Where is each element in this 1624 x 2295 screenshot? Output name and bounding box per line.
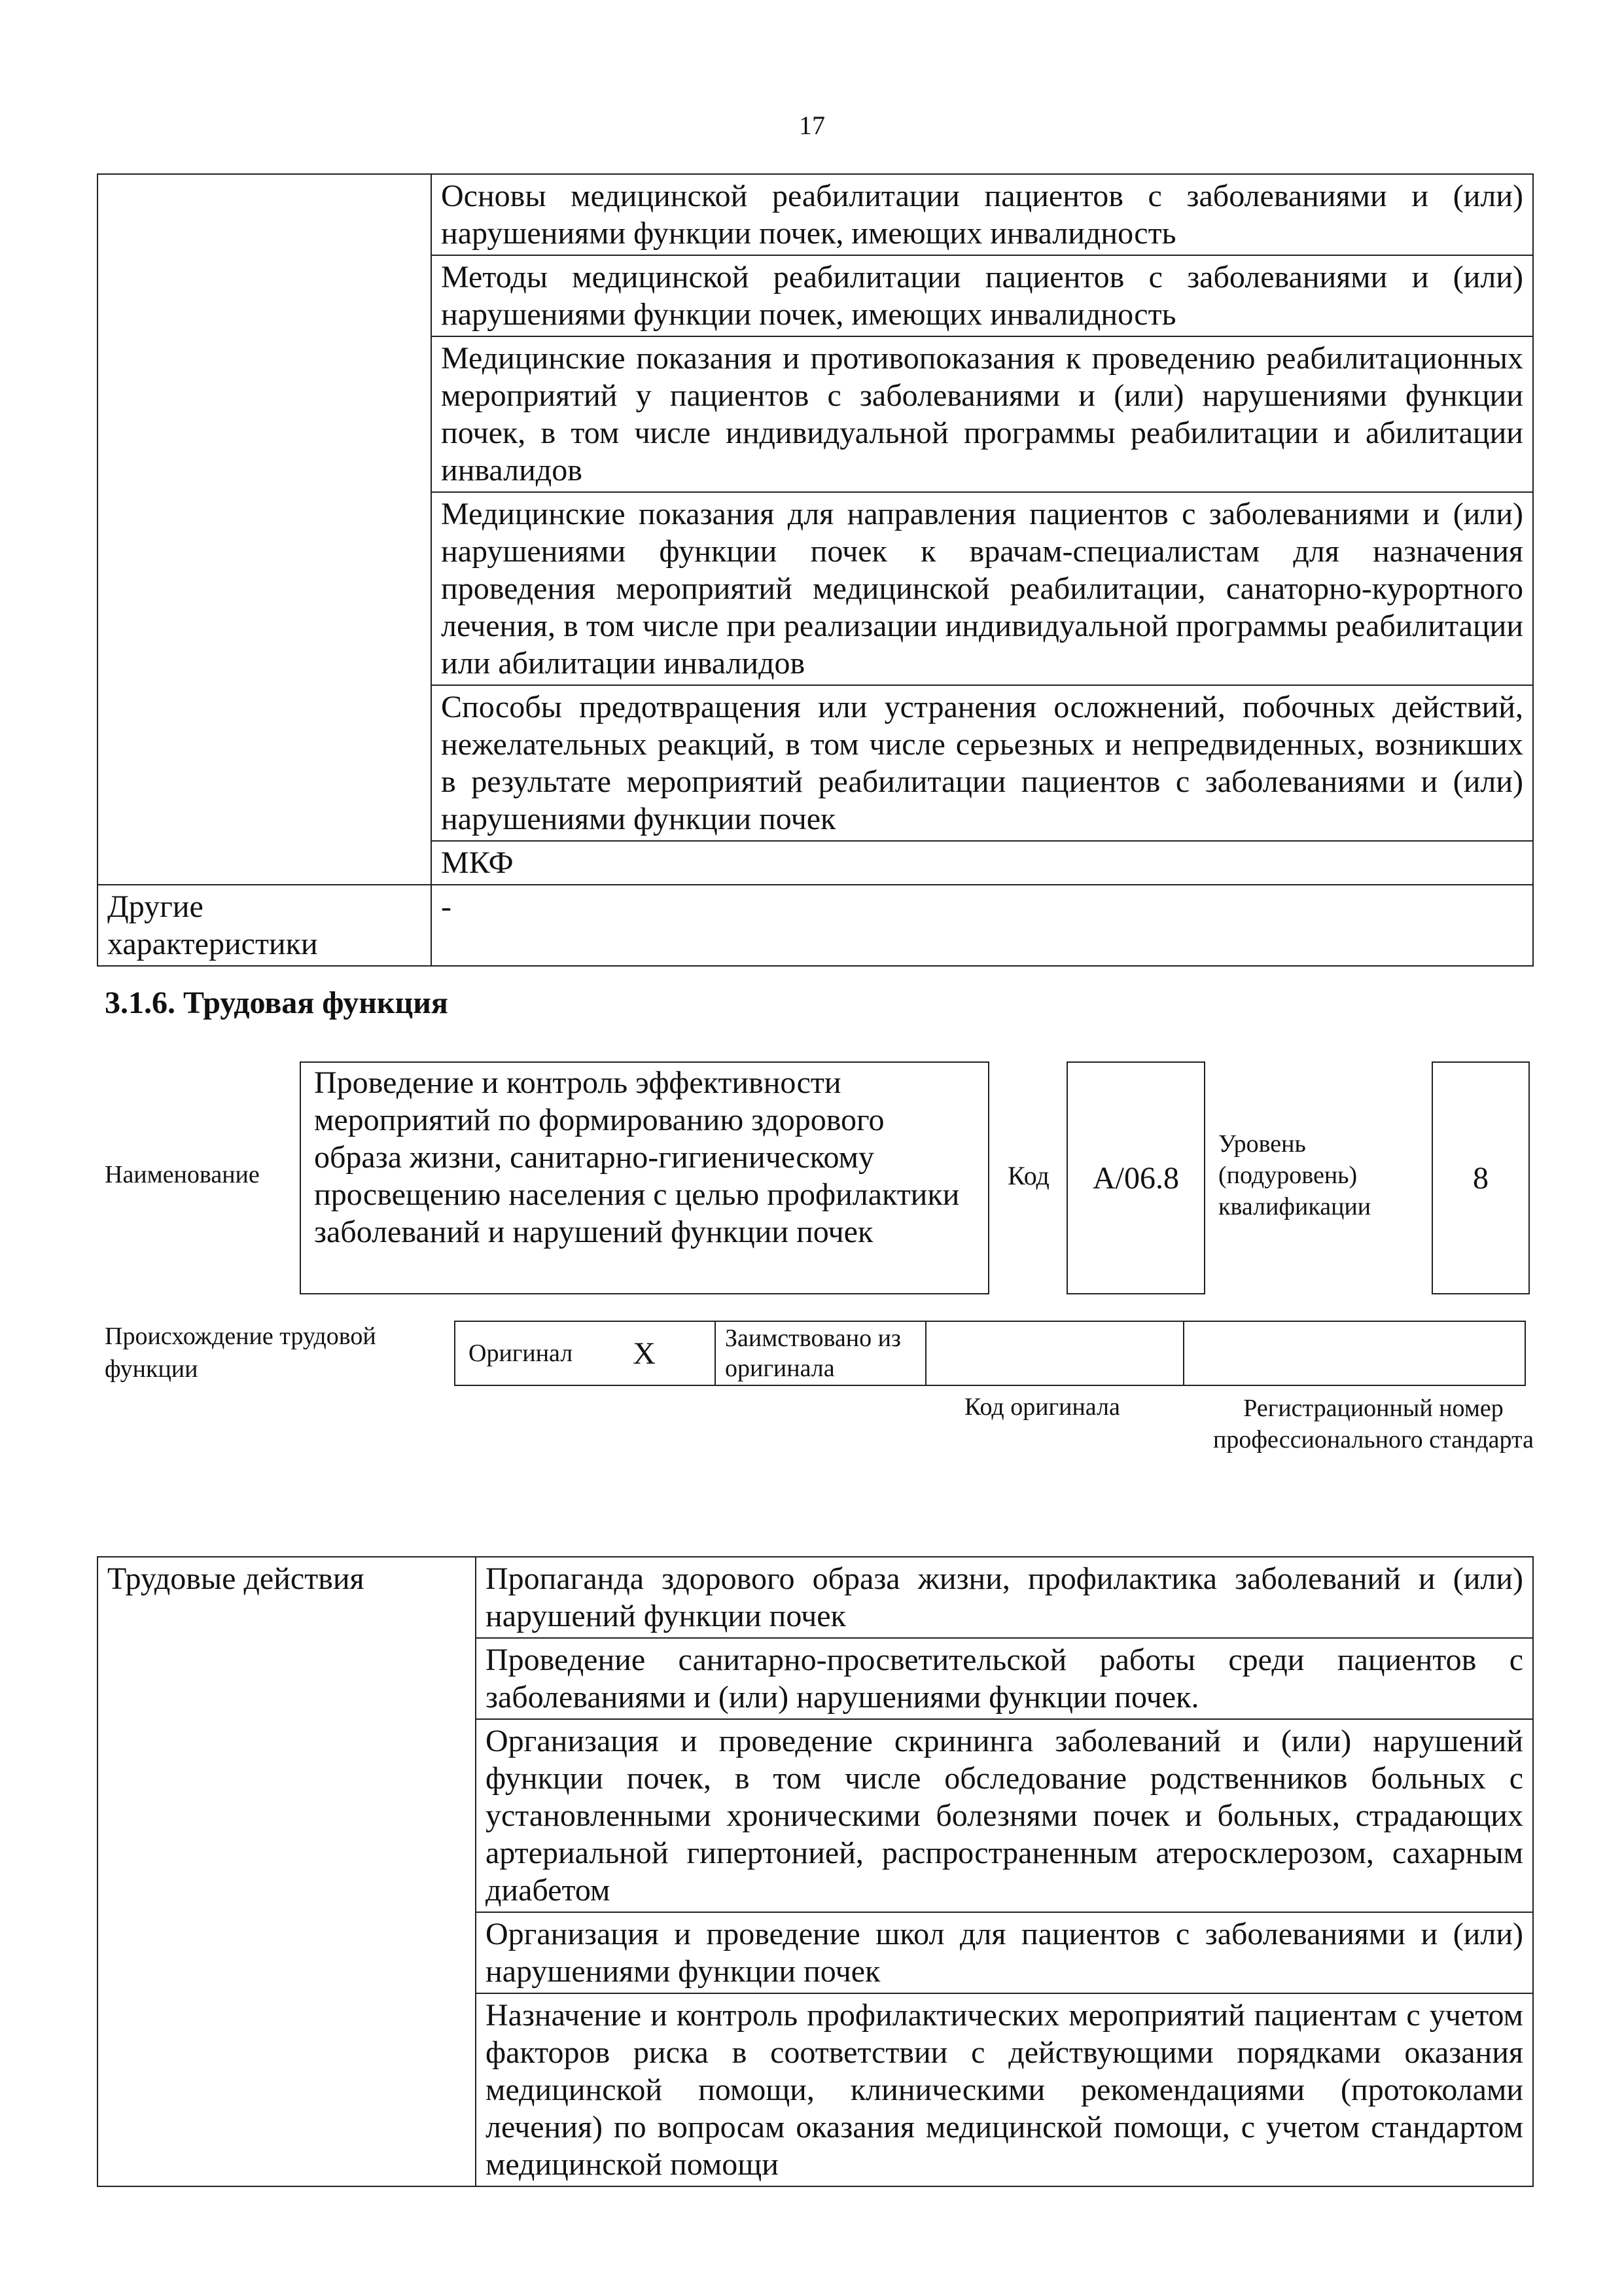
name-value-box <box>300 1061 989 1294</box>
borrowed-cell <box>715 1321 927 1386</box>
other-characteristics-label: Другие характеристики <box>97 885 431 966</box>
table-cell: Проведение санитарно-просветительской работы среди пациентов с заболеваниями и (или) нарушениями функции почек. <box>476 1638 1533 1719</box>
table-cell: Организация и проведение школ для пациентов с заболеваниями и (или) нарушениями функции почек <box>476 1912 1533 1993</box>
table-cell: Назначение и контроль профилактических мероприятий пациентам с учетом факторов риска в соответствии с действующими порядками оказания медицинской помощи, клиническими рекомендациями (протоколами лечения) по вопросам оказания медицинской помощи, с учетом стандартом медицинской помощи <box>476 1993 1533 2186</box>
name-value: Проведение и контроль эффективности мероприятий по формированию здорового образа жизни, санитарно-гигиеническому просвещению населения с целью профилактики заболеваний и нарушений функции почек <box>314 1065 960 1249</box>
borrowed-label: Заимствовано из оригинала <box>725 1325 901 1382</box>
code-label: Код <box>1008 1161 1050 1190</box>
code-original-caption: Код оригинала <box>964 1393 1120 1421</box>
table-row <box>97 174 1533 255</box>
level-label: Уровень (подуровень) квалификации <box>1218 1130 1371 1220</box>
origin-label: Происхождение трудовой функции <box>105 1323 376 1383</box>
page-number: 17 <box>799 111 825 140</box>
original-mark: X <box>633 1336 656 1371</box>
labour-actions-table <box>97 1556 1534 2187</box>
table-cell: МКФ <box>431 841 1533 885</box>
original-cell <box>454 1321 716 1386</box>
table-cell: Организация и проведение скрининга заболеваний и (или) нарушений функции почек, в том числе обследование родственников больных с установленными хроническими болезнями почек и больных, страдающих артериальной гипертонией, распространенным атеросклерозом, сахарным диабетом <box>476 1719 1533 1912</box>
table-cell: Методы медицинской реабилитации пациентов с заболеваниями и (или) нарушениями функции почек, имеющих инвалидность <box>431 255 1533 336</box>
reg-number-cell <box>1183 1321 1526 1386</box>
table-cell: Способы предотвращения или устранения осложнений, побочных действий, нежелательных реакций, в том числе серьезных и непредвиденных, возникших в результате мероприятий реабилитации пациентов с заболеваниями и (или) нарушениями функции почек <box>431 685 1533 841</box>
table-row <box>97 1557 1533 1638</box>
level-value: 8 <box>1473 1160 1489 1196</box>
code-original-cell <box>925 1321 1184 1386</box>
other-characteristics-value: - <box>431 885 1533 966</box>
table-cell: Основы медицинской реабилитации пациентов с заболеваниями и (или) нарушениями функции почек, имеющих инвалидность <box>431 174 1533 255</box>
level-value-box <box>1432 1061 1530 1294</box>
name-label: Наименование <box>105 1161 260 1188</box>
origin-row <box>455 1321 1530 1386</box>
reg-number-caption: Регистрационный номер профессионального стандарта <box>1213 1395 1534 1453</box>
table-cell: Медицинские показания для направления пациентов с заболеваниями и (или) нарушениями функции почек к врачам-специалистам для назначения проведения мероприятий медицинской реабилитации, санаторно-курортного лечения, в том числе при реализации индивидуальной программы реабилитации или абилитации инвалидов <box>431 492 1533 685</box>
section-title: 3.1.6. Трудовая функция <box>105 986 448 1020</box>
code-value-box <box>1067 1061 1205 1294</box>
code-value: A/06.8 <box>1093 1160 1179 1196</box>
table-left-cell <box>97 174 431 885</box>
table-row <box>97 885 1533 966</box>
original-label: Оригинал <box>468 1340 573 1367</box>
table-cell: Пропаганда здорового образа жизни, профилактика заболеваний и (или) нарушений функции почек <box>476 1557 1533 1638</box>
continuation-table <box>97 173 1534 967</box>
labour-actions-label: Трудовые действия <box>97 1557 476 2186</box>
table-cell: Медицинские показания и противопоказания к проведению реабилитационных мероприятий у пациентов с заболеваниями и (или) нарушениями функции почек, в том числе индивидуальной программы реабилитации и абилитации инвалидов <box>431 336 1533 492</box>
